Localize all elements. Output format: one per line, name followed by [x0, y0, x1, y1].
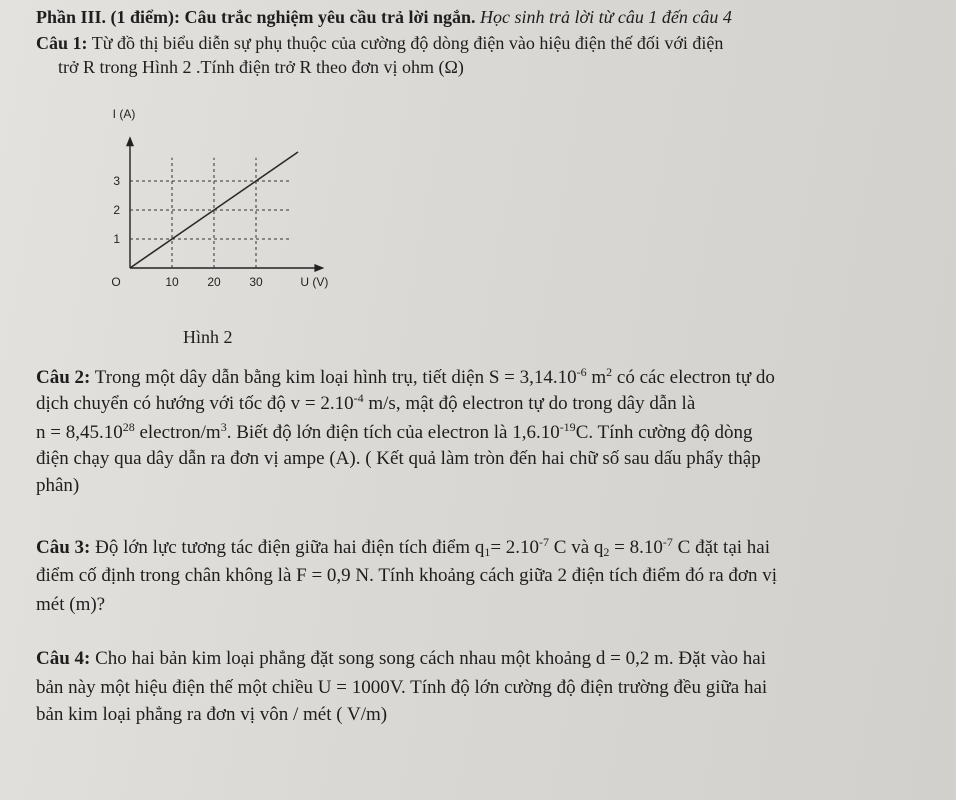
q4-text-line2b: . Tính độ lớn cường độ điện trường đều giữa hai: [400, 677, 768, 698]
q2-text-p4: , mật độ electron tự do trong dây dẫn là: [395, 393, 696, 414]
q1-text-line2: trở R trong Hình 2 .Tính điện trở R theo đơn vị ohm (Ω): [58, 57, 464, 77]
q1-label: Câu 1:: [36, 33, 88, 53]
q2-text-p3: dịch chuyển có hướng với tốc độ: [36, 393, 286, 414]
q4-line3: [36, 704, 387, 726]
y-tick-label: 1: [113, 232, 120, 246]
x-tick-label: 10: [165, 275, 179, 289]
q3-line1: [36, 537, 770, 559]
q2-v-expression: $v = 2.10^{-4}$ m/s: [290, 391, 396, 414]
origin-label: O: [111, 275, 121, 289]
q3-F-expression: F = 0,9 N: [296, 565, 370, 586]
q3-text-p3: đặt tại hai: [690, 537, 770, 558]
x-tick-label: 20: [207, 275, 221, 289]
q4-line2: [36, 677, 767, 699]
x-axis-arrow-icon: [314, 264, 324, 272]
q4-text-p1: Cho hai bản kim loại phẳng đặt song song cách nhau một khoảng: [95, 648, 592, 669]
y-tick-label: 2: [113, 203, 120, 217]
q4-line1: [36, 648, 766, 670]
q2-text-p5: . Biết độ lớn điện tích của electron là: [226, 422, 508, 443]
figure-caption: Hình 2: [183, 327, 233, 347]
q2-n-expression: $n = 8,45.10^{28}$ electron/$m^3$: [36, 420, 227, 443]
q4-text-p2: . Đặt vào hai: [668, 648, 766, 669]
q3-q1-expression: $q_1= 2.10^{-7}$ C: [474, 535, 567, 559]
q3-line2: [36, 565, 777, 587]
x-axis-label: U (V): [300, 275, 329, 289]
q4-d-expression: d = 0,2 m: [595, 648, 669, 669]
q2-S-expression: $S = 3,14.10^{-6}$ $m^2$: [488, 365, 613, 388]
q2-text-p2: có các electron tự do: [612, 367, 775, 388]
q2-line2: [36, 393, 695, 415]
q4-label: Câu 4:: [36, 648, 91, 669]
q3-text-line2b: . Tính khoảng cách giữa 2 điện tích điểm đó ra đơn vị: [369, 565, 777, 586]
q2-line4: [36, 448, 761, 470]
q3-text-p1: Độ lớn lực tương tác điện giữa hai điện tích điểm: [95, 537, 471, 558]
q2-label: Câu 2:: [36, 367, 91, 388]
part3-instruction: Học sinh trả lời từ câu 1 đến câu 4: [479, 7, 732, 27]
q2-line5: [36, 475, 79, 497]
q2-text-line5: phân): [36, 475, 80, 496]
q1-text-line1: Từ đồ thị biểu diễn sự phụ thuộc của cường độ dòng điện vào hiệu điện thế đối với điện: [91, 33, 724, 53]
q4-text-line2a: bản này một hiệu điện thế một chiều: [36, 677, 314, 698]
q2-e-expression: $1,6.10^{-19}C$: [512, 420, 589, 443]
q3-label: Câu 3:: [36, 537, 91, 558]
q1-line2: [58, 56, 464, 78]
q2-line1: [36, 367, 775, 389]
q2-text-line4: điện chạy qua dây dẫn ra đơn vị ampe (A). ( Kết quả làm tròn đến hai chữ số sau dấu phẩy thập: [36, 448, 761, 469]
y-tick-label: 3: [113, 174, 120, 188]
part3-heading-line: [36, 6, 732, 28]
q1-line1: [36, 32, 723, 54]
q2-text-p6: . Tính cường độ dòng: [588, 422, 753, 443]
q3-text-line2a: điểm cố định trong chân không là: [36, 565, 292, 586]
y-axis-label: I (A): [112, 107, 136, 121]
part3-heading: Phần III. (1 điểm): Câu trắc nghiệm yêu cầu trả lời ngắn.: [36, 7, 476, 27]
current-voltage-graph: [100, 100, 360, 300]
y-axis-arrow-icon: [126, 136, 134, 146]
q3-line3: [36, 594, 105, 616]
q3-q2-expression: $q_2 = 8.10^{-7}$ C: [593, 535, 691, 559]
x-tick-label: 30: [249, 275, 263, 289]
q2-text-p1: Trong một dây dẫn bằng kim loại hình trụ, tiết diện: [94, 367, 485, 388]
q2-line3: [36, 422, 752, 444]
q3-text-line3: mét (m)?: [36, 594, 106, 615]
q3-text-p2: và: [566, 537, 590, 558]
q4-U-expression: U = 1000V: [317, 677, 401, 698]
q4-text-line3: bản kim loại phẳng ra đơn vị vôn / mét ( V/m): [36, 704, 388, 725]
